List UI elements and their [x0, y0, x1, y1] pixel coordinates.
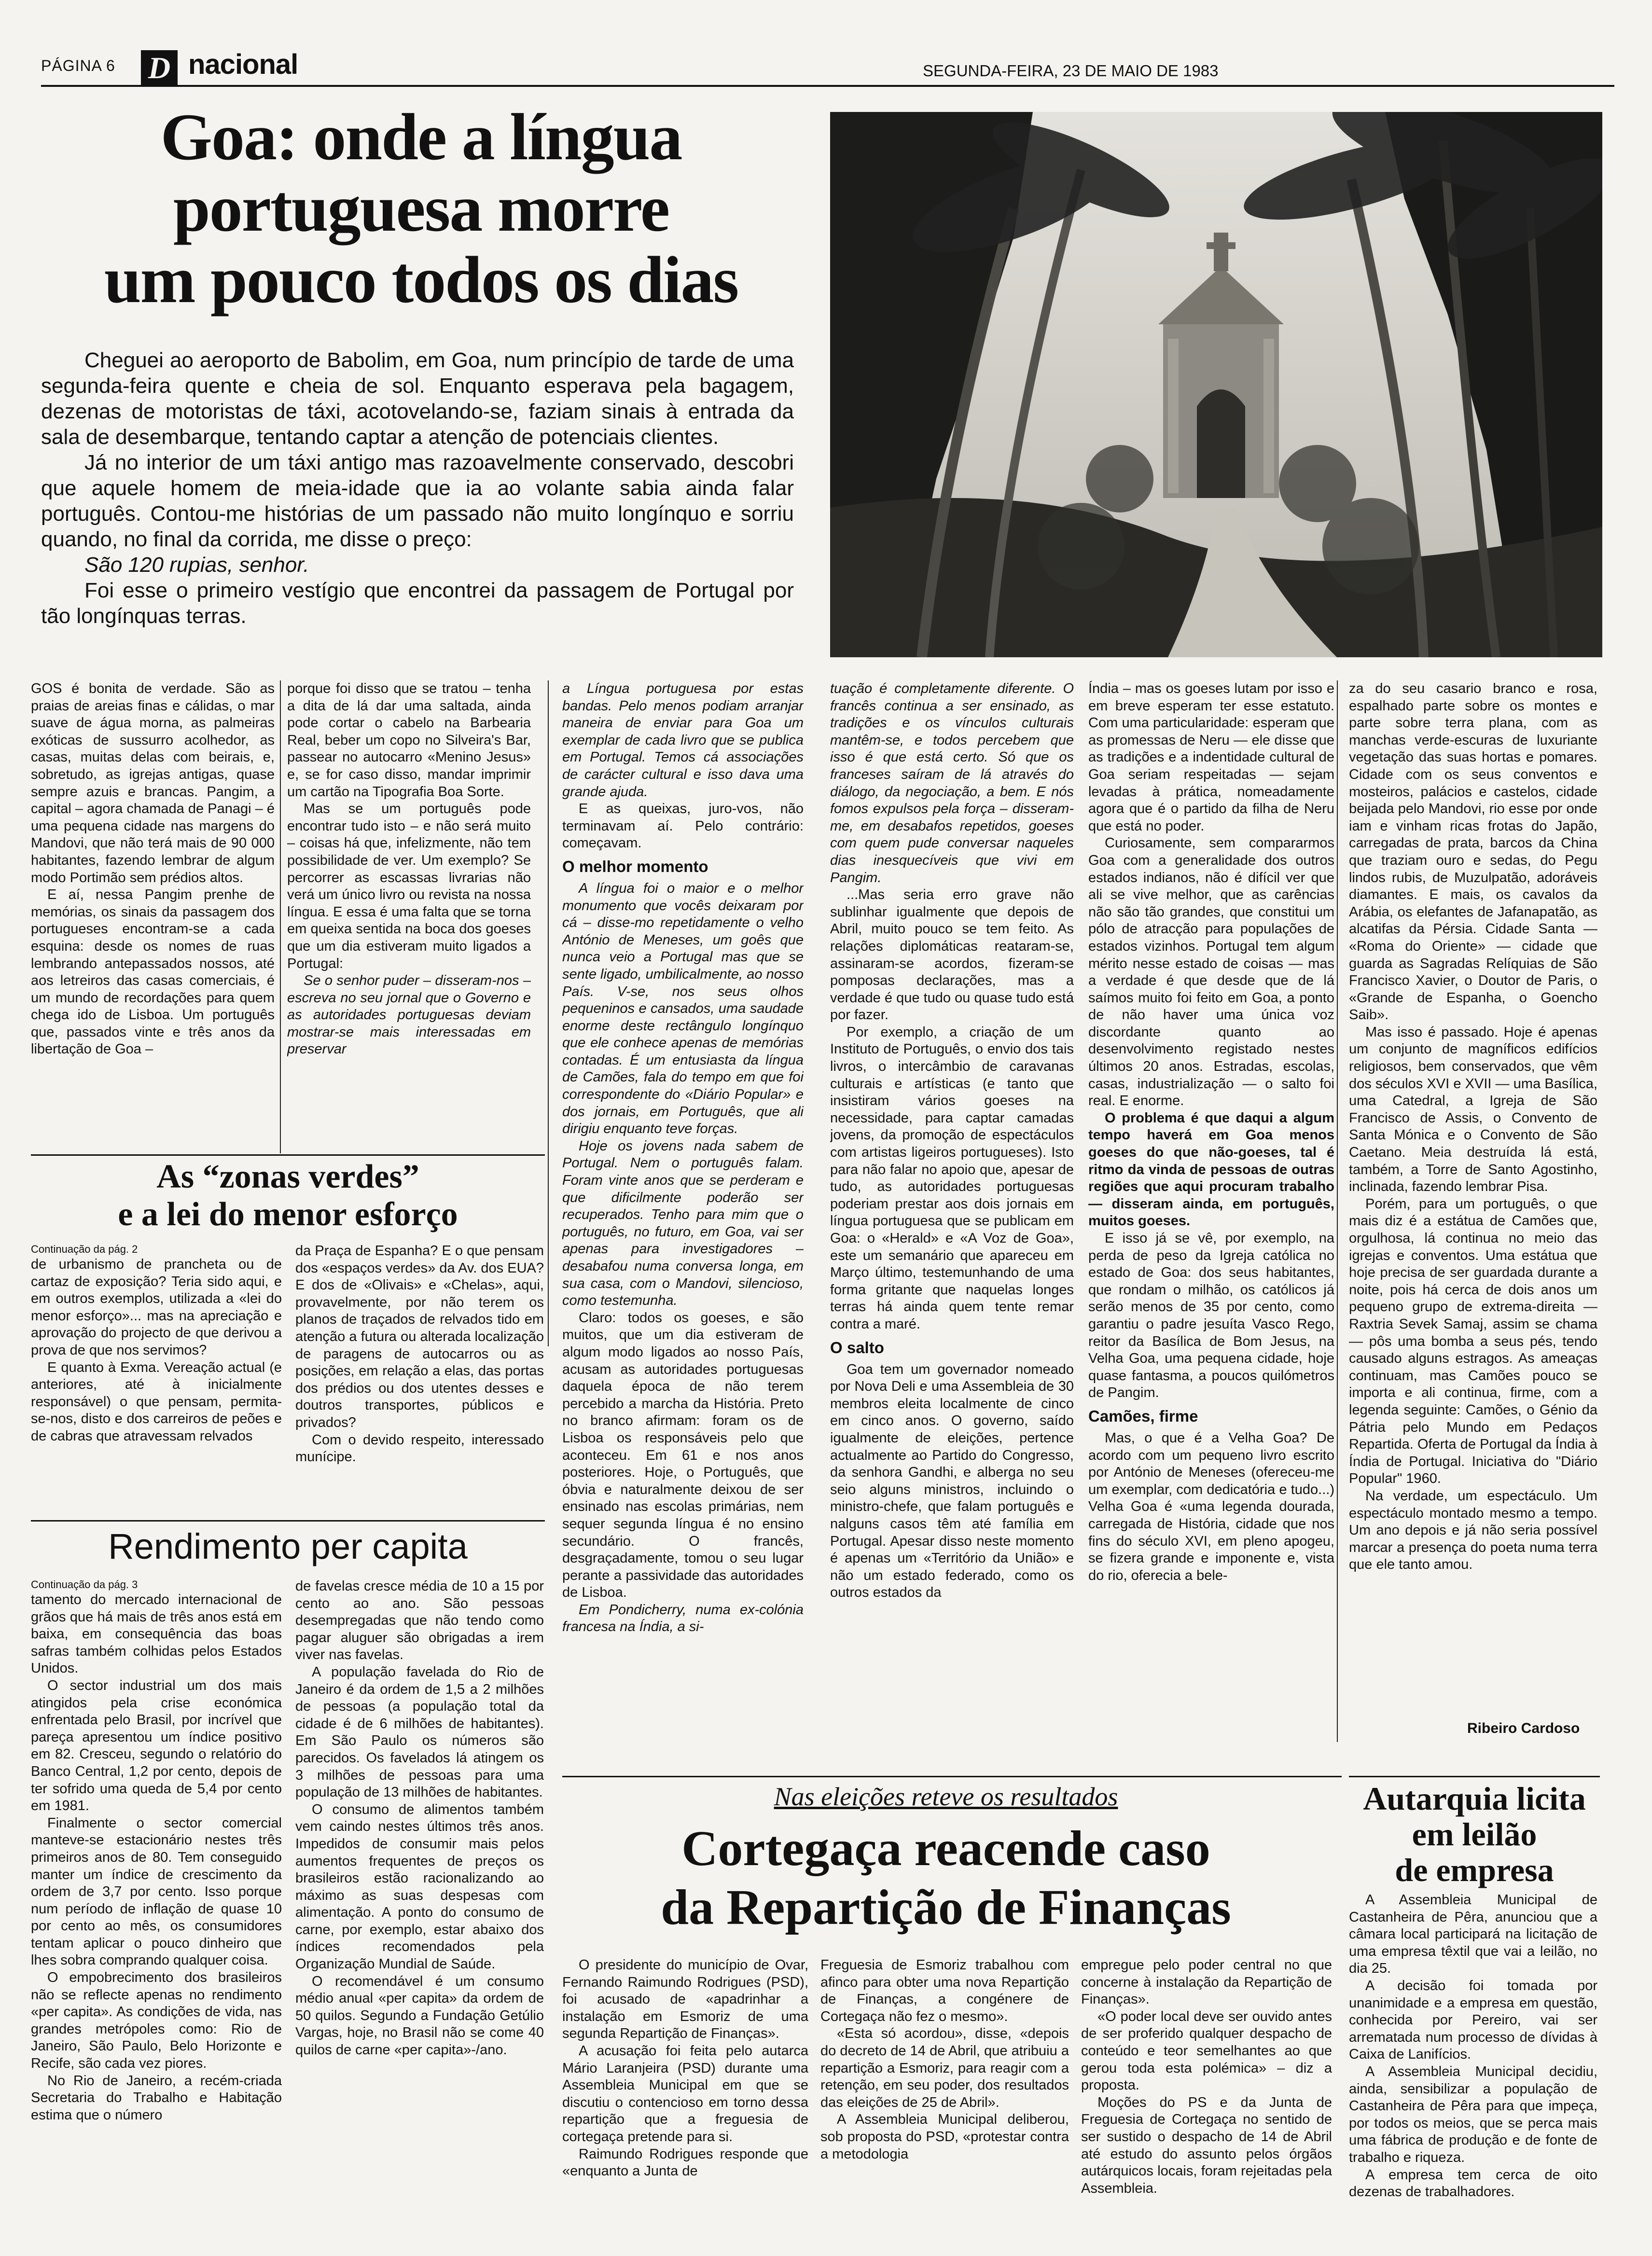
article-quote: A língua foi o maior e o melhor monumento que vocês deixaram por cá – disse-mo repetidamente o velho António de Meneses, um goês que nunca veio a Portugal mas que se sente ligado, umbilicalmente, ao nosso País. V-se, nos seus olhos pequeninos e cansados, uma saudade enorme deste rectângulo longínquo que ele conhece apenas de memórias contadas. É um entusiasta da língua de Camões, fala do tempo em que foi correspondente do «Diário Popular» e dos jornais, em Português, que ali dirigiu enquanto teve forças.	[562, 880, 804, 1137]
autarquia-body	[1349, 1892, 1597, 2249]
column-rule	[280, 680, 281, 1153]
zonas-verdes-headline	[31, 1158, 545, 1233]
article-paragraph: «Esta só acordou», disse, «depois do decreto de 14 de Abril, que atribuiu a repartição a Esmoriz, para reagir com a retenção, em seu poder, dos resultados das eleições de 25 de Abril».	[820, 2026, 1069, 2110]
article-quote: a Língua portuguesa por estas bandas. Pelo menos podiam arranjar maneira de enviar para Goa um exemplar de cada livro que se publica em Portugal. Temos cá associações de carácter cultural e isso dava uma grande ajuda.	[562, 681, 804, 800]
lede-paragraph: Cheguei ao aeroporto de Babolim, em Goa, num princípio de tarde de uma segunda-feira quente e cheia de sol. Enquanto esperava pela bagagem, dezenas de motoristas de táxi, acotovelando-se, faziam sinais à entrada da sala de desembarque, tentando captar a atenção de potenciais clientes.	[41, 348, 794, 449]
church-ruin-palms-icon	[830, 112, 1602, 657]
article-paragraph: Mas se um português pode encontrar tudo isto – e não será muito – coisas há que, infelizmente, não tem possibilidade de ver. Um exemplo? Se percorrer as escassas livrarias não verá um único livro ou revista na nossa língua. E essa é uma falta que se torna em queixa sentida na boca dos goeses que um dia estiveram muito ligados a Portugal:	[287, 801, 531, 971]
article-paragraph: O sector industrial um dos mais atingidos pela crise económica enfrentada pelo Brasil, por incrível que pareça apresentou um índice positivo em 82. Cresceu, segundo o relatório do Banco Central, 1,2 por cento, depois de ter sofrido uma queda de 5,4 por cento em 1981.	[31, 1677, 282, 1814]
article-paragraph: A Assembleia Municipal deliberou, sob proposta do PSD, «protestar contra a metodologia	[820, 2112, 1069, 2162]
article-paragraph: Com o devido respeito, interessado munícipe.	[295, 1432, 544, 1465]
main-article-col-2	[287, 680, 531, 1153]
article-paragraph: Goa tem um governador nomeado por Nova Deli e uma Assembleia de 30 membros eleita localmente de cinco em cinco anos. O governo, saído igualmente de eleições, pertence actualmente ao Partido do Congresso, da senhora Gandhi, e alberga no seu seio alguns ministros, incluindo o ministro-chefe, que falam português e nalguns casos têm até família em Portugal. Apesar disso neste momento é apenas um «Território da União» e não um estado federado, como os outros estados da	[830, 1361, 1074, 1601]
section-rule	[31, 1154, 545, 1156]
article-paragraph: Finalmente o sector comercial manteve-se estacionário nestes três primeiros anos de 80. Tem conseguido manter um índice de crescimento da ordem de 3,7 por cento. Isso porque num período de inflação de quase 10 por cento ao mês, os consumidores tentam aplicar o pouco dinheiro que lhes sobra comprando qualquer coisa.	[31, 1815, 282, 1968]
article-paragraph: da Praça de Espanha? E o que pensam dos «espaços verdes» da Av. dos EUA? E dos de «Olivais» e «Chelas», aqui, provavelmente, por não terem os planos de traçados de relvados tido em atenção a futura ou alterada localização de paragens de autocarros ou as posições, em relação a elas, das portas dos prédios ou dos utentes desses e doutros transportes, públicos e privados?	[295, 1243, 544, 1430]
headline-line: portuguesa morre	[173, 171, 669, 245]
main-article-col-4	[830, 680, 1074, 1771]
article-paragraph: A decisão foi tomada por unanimidade e a empresa em questão, conhecida por Pereiro, vai ser arrematada num processo de dívidas à Caixa de Lanifícios.	[1349, 1978, 1597, 2062]
article-paragraph: O consumo de alimentos também vem caindo nestes últimos três anos. Impedidos de consumir mais pelos aumentos frequentes de preços os brasileiros estão racionalizando ao máximo as suas despesas com alimentação. A ponto do consumo de carne, por exemplo, estar abaixo dos índices recomendados pela Organização Mundial de Saúde.	[295, 1801, 544, 1972]
cortegaca-kicker: Nas eleições reteve os resultados	[774, 1782, 1118, 1811]
article-paragraph: E aí, nessa Pangim prenhe de memórias, os sinais da passagem dos portugueses encontram-se a cada esquina: desde os nomes de ruas lembrando antepassados nossos, até aos letreiros das casas comerciais, é um mundo de recordações para quem chega ido de Lisboa. Um português que, passados vinte e três anos da libertação de Goa –	[31, 887, 275, 1057]
article-quote: tuação é completamente diferente. O francês continua a ser ensinado, as tradições e os vínculos culturais mantêm-se, e todos percebem que isso é que está certo. Só que os franceses saíram de lá através do diálogo, da negociação, a bem. E nós fomos expulsos pela força – disseram-me, em desabafos repetidos, goeses com quem pude conversar naqueles dias inesquecíveis que vivi em Pangim.	[830, 681, 1074, 886]
page-label: PÁGINA 6	[41, 57, 115, 74]
lede-paragraph: Já no interior de um táxi antigo mas razoavelmente conservado, descobri que aquele homem de meia-idade que ia ao volante sabia ainda falar português. Contou-me histórias de um passado não muito longínquo e sorriu quando, no final da corrida, me disse o preço:	[41, 451, 794, 551]
article-paragraph: empregue pelo poder central no que concerne à instalação da Repartição de Finanças».	[1081, 1957, 1332, 2007]
article-quote: Hoje os jovens nada sabem de Portugal. Nem o português falam. Foram vinte anos que se perderam e que dificilmente poderão ser recuperados. Tenho para mim que o português, no futuro, em Goa, vai ser apenas para investigadores – desabafou numa conversa longa, em sua casa, com o Mandovi, silencioso, como testemunha.	[562, 1138, 804, 1309]
autarquia-headline	[1349, 1781, 1600, 1888]
continuation-note: Continuação da pág. 2	[31, 1243, 138, 1255]
article-paragraph: tamento do mercado internacional de grãos que há mais de três anos está em baixa, em consequência das boas safras também colhidas pelos Estados Unidos.	[31, 1592, 282, 1676]
rendimento-col-2	[295, 1578, 544, 2244]
article-paragraph: za do seu casario branco e rosa, espalhado parte sobre os montes e parte sobre terra plana, com as manchas verde-escuras de luxuriante vegetação das suas hortas e pomares. Cidade com os seus conventos e mosteiros, palácios e castelos, cidade beijada pelo Mandovi, rio esse por onde iam e vinham ricas frotas do Japão, carregadas de prata, barcos da China que traziam ouro e sedas, do Pegu lindos rubis, de Muzulpatão, adoráveis diamantes. E mais, os cavalos da Arábia, os elefantes de Jafanapatão, as alcatifas da Pérsia. Cidade Santa — «Roma do Oriente» — cidade que guarda as Sagradas Relíquias de São Francisco Xavier, o Doutor de Paris, o «Grande de Espanha, o Goencho Saib».	[1349, 681, 1597, 1023]
section-rule	[1349, 1776, 1600, 1777]
article-paragraph: O recomendável é um consumo médio anual «per capita» da ordem de 50 quilos. Segundo a Fundação Getúlio Vargas, hoje, no Brasil não se come 40 quilos de carne «per capita»-/ano.	[295, 1973, 544, 2058]
article-paragraph: A população favelada do Rio de Janeiro é da ordem de 1,5 a 2 milhões de pessoas (a população total da cidade é de 6 milhões de habitantes). Em São Paulo os números são parecidos. Os favelados lá atingem os 3 milhões de pessoas para uma população de 13 milhões de habitantes.	[295, 1664, 544, 1800]
zonas-verdes-col-2	[295, 1243, 544, 1527]
article-quote: Em Pondicherry, numa ex-colónia francesa na Índia, a si-	[562, 1602, 804, 1635]
article-paragraph: A empresa tem cerca de oito dezenas de trabalhadores.	[1349, 2167, 1597, 2200]
dn-logo-icon	[140, 48, 179, 87]
byline: Ribeiro Cardoso	[1467, 1720, 1580, 1736]
headline-line: um pouco todos os dias	[104, 243, 738, 317]
article-paragraph: de urbanismo de prancheta ou de cartaz de exposição? Teria sido aqui, e em outros exemplos, utilizada a «lei do menor esforço»... mas na apreciação e aprovação do projecto de que derivou a prova de que nos servimos?	[31, 1257, 282, 1358]
svg-text:D: D	[148, 51, 171, 85]
article-paragraph: Índia – mas os goeses lutam por isso e em breve esperam ter esse estatuto. Com uma particularidade: esperam que as promessas de Neru — ele disse que as tradições e a indentidade cultural de Goa seriam respeitadas — sejam levadas à prática, nomeadamente agora que é o partido da filha de Neru que está no poder.	[1088, 681, 1334, 834]
headline-line: e a lei do menor esforço	[118, 1196, 458, 1233]
article-paragraph: Na verdade, um espectáculo. Um espectáculo montado mesmo a tempo. Um ano depois e já não seria possível marcar a presença do poeta numa terra que ele tanto amou.	[1349, 1488, 1597, 1573]
article-paragraph: Porém, para um português, o que mais diz é a estátua de Camões que, orgulhosa, lá continua no meio das igrejas e conventos. Uma estátua que hoje precisa de ser guardada durante a noite, pois há cerca de dois anos um pequeno grupo de extrema-direita — Raxtria Sevek Samaj, assim se chama — pôs uma bomba a seus pés, tendo causado alguns estragos. As ameaças continuam, mas Camões pouco se importa e ali continua, firme, com a legenda seguinte: Camões, o Génio da Pátria pelo Mundo em Pedaços Repartida. Oferta de Portugal da Índia à Índia de Portugal. Iniciativa do "Diário Popular" 1960.	[1349, 1196, 1597, 1487]
masthead-rule	[41, 85, 1614, 87]
article-paragraph: porque foi disso que se tratou – tenha a dita de lá dar uma saltada, ainda pode cortar o cabelo na Barbearia Real, beber um copo no Silveira's Bar, passear no autocarro «Menino Jesus» e, se for caso disso, mandar imprimir um cartão na Tipografia Boa Sorte.	[287, 681, 531, 800]
article-paragraph: No Rio de Janeiro, a recém-criada Secretaria do Trabalho e Habitação estima que o número	[31, 2073, 282, 2123]
zonas-verdes-col-1	[31, 1243, 282, 1527]
article-paragraph: O presidente do município de Ovar, Fernando Raimundo Rodrigues (PSD), foi acusado de «apadrinhar a instalação em Esmoriz de uma segunda Repartição de Finanças».	[562, 1957, 808, 2042]
rendimento-headline: Rendimento per capita	[108, 1526, 468, 1566]
column-rule	[548, 680, 549, 1346]
article-paragraph: E as queixas, juro-vos, não terminavam aí. Pelo contrário: começavam.	[562, 801, 804, 851]
lede	[41, 347, 794, 629]
article-paragraph: E isso já se vê, por exemplo, na perda de peso da Igreja católica no estado de Goa: dos seus habitantes, que rondam o milhão, os católicos já serão menos de 35 por cento, como garantiu o padre jesuíta Vasco Rego, reitor da Basílica de Bom Jesus, na Velha Goa, uma pequena cidade, hoje quase fantasma, a poucos quilómetros de Pangim.	[1088, 1231, 1334, 1401]
article-paragraph: Mas, o que é a Velha Goa? De acordo com um pequeno livro escrito por António de Meneses (ofereceu-me um exemplar, com dedicatória e tudo...) Velha Goa é «uma legenda dourada, carregada de História, cidade que nos fins do século XVI, em pleno apogeu, se fizera grande e imponente e, vista do rio, oferecia a bele-	[1088, 1430, 1334, 1583]
headline-line: Autarquia licita	[1363, 1780, 1586, 1817]
main-article-col-5	[1088, 680, 1334, 1771]
article-paragraph: Freguesia de Esmoriz trabalhou com afinco para obter uma nova Repartição de Finanças, a congénere de Cortegaça não fez o mesmo».	[820, 1957, 1069, 2024]
article-paragraph: de favelas cresce média de 10 a 15 por cento ao ano. São pessoas desempregadas que não tendo como pagar aluguer são obrigadas a irem viver nas favelas.	[295, 1578, 544, 1663]
article-paragraph: Mas isso é passado. Hoje é apenas um conjunto de magníficos edifícios religiosos, bem conservados, que vêm dos séculos XVI e XVII — uma Basílica, uma Catedral, a Igreja de São Francisco de Assis, o Convento de Santa Mónica e o Convento de São Caetano. Meia destruída lá está, também, a Torre de Santo Agostinho, inclinada, fazendo lembrar Pisa.	[1349, 1024, 1597, 1195]
article-paragraph: A acusação foi feita pelo autarca Mário Laranjeira (PSD) durante uma Assembleia Municipal em que se discutiu o contencioso em torno dessa repartição que a freguesia de cortegaça pretende para si.	[562, 2043, 808, 2145]
section-rule	[31, 1520, 545, 1522]
headline-line: As “zonas verdes”	[156, 1158, 419, 1195]
article-paragraph: E quanto à Exma. Vereação actual (e anteriores, até à inicialmente responsável) o que pensam, permita-se-nos, disto e dos carreiros de peões e de cabras que atravessam relvados	[31, 1359, 282, 1444]
article-paragraph: «O poder local deve ser ouvido antes de ser proferido qualquer despacho de conteúdo e teor semelhantes ao que gerou toda esta polémica» – diz a proposta.	[1081, 2008, 1332, 2093]
article-paragraph: GOS é bonita de verdade. São as praias de areias finas e cálidas, o mar suave de água morna, as palmeiras exóticas de sussurro acolhedor, as casas, muitas delas com beirais, e, sobretudo, as igrejas antigas, quase sempre azuis e brancas. Pangim, a capital – agora chamada de Panagi – é uma pequena cidade nas margens do Mandovi, que não terá mais de 90 000 habitantes, fazendo lembrar de algum modo Portimão sem prédios altos.	[31, 681, 275, 886]
page-date: SEGUNDA-FEIRA, 23 DE MAIO DE 1983	[923, 62, 1219, 80]
lede-quote: São 120 rupias, senhor.	[84, 553, 309, 577]
article-paragraph: ...Mas seria erro grave não sublinhar igualmente que depois de Abril, muito pouco se tem feito. As relações diplomáticas reataram-se, assinaram-se acordos, fizeram-se pomposas declarações, mas a verdade é que tudo ou quase tudo está por fazer.	[830, 887, 1074, 1023]
main-article-col-1	[31, 680, 275, 1153]
continuation-note: Continuação da pág. 3	[31, 1578, 138, 1591]
article-paragraph: A Assembleia Municipal decidiu, ainda, sensibilizar a população de Castanheira de Pêra para que impeça, por todos os meios, que se perca mais uma fábrica de produção e de fonte de trabalho e riqueza.	[1349, 2063, 1597, 2165]
article-paragraph: Raimundo Rodrigues responde que «enquanto a Junta de	[562, 2146, 808, 2179]
article-paragraph: O problema é que daqui a algum tempo haverá em Goa menos goeses do que não-goeses, tal é ritmo da vinda de pessoas de outras regiões que aqui procuram trabalho — disseram ainda, em português, muitos goeses.	[1088, 1110, 1334, 1229]
dn-logo	[140, 48, 179, 87]
section-title: nacional	[188, 49, 298, 80]
headline-line: da Repartição de Finanças	[661, 1880, 1231, 1935]
main-article-col-3	[562, 680, 804, 1771]
headline-line: de empresa	[1395, 1852, 1554, 1888]
headline-line: Goa: onde a língua	[160, 100, 682, 174]
main-headline	[41, 101, 801, 316]
column-rule	[1337, 680, 1338, 1742]
cortegaca-col-3	[1081, 1957, 1332, 2246]
article-paragraph: O empobrecimento dos brasileiros não se reflecte apenas no rendimento «per capita». As condições de vida, nas grandes metrópoles como: Rio de Janeiro, São Paulo, Belo Horizonte e Recife, são cada vez piores.	[31, 1970, 282, 2072]
headline-line: em leilão	[1412, 1816, 1537, 1853]
cortegaca-headline	[562, 1819, 1330, 1937]
article-paragraph: Por exemplo, a criação de um Instituto de Português, o envio dos tais livros, o intercâmbio de caravanas culturais e artísticas (e tanto que insistiram vários goeses na necessidade, para captar camadas jovens, da promoção de espectáculos com artistas ligeiros portugueses). Isto para não falar no apoio que, apesar de tudo, as autoridades portuguesas poderiam prestar aos dois jornais em língua portuguesa que se publicam em Goa: o «Herald» e «A Voz de Goa», este um semanário que apareceu em Março último, testemunhando de uma forma gritante que naquelas longes terras há ainda quem tente remar contra a maré.	[830, 1024, 1074, 1332]
section-rule	[562, 1776, 1342, 1777]
rendimento-col-1	[31, 1578, 282, 2244]
article-paragraph: Claro: todos os goeses, e são muitos, que um dia estiveram de algum modo ligados ao nosso País, acusam as autoridades portuguesas daquela época de não terem percebido a marcha da História. Preto no branco afirmam: foram os de Lisboa os responsáveis pelo que aconteceu. Em 61 e nos anos posteriores. Hoje, o Português, que óbvia e naturalmente deixou de ser ensinado nas escolas primárias, nem sequer segunda língua é no ensino secundário. O francês, desgraçadamente, tomou o seu lugar perante a passividade das autoridades de Lisboa.	[562, 1310, 804, 1601]
cortegaca-col-2	[820, 1957, 1069, 2246]
headline-line: Cortegaça reacende caso	[681, 1821, 1210, 1876]
subhead-salto: O salto	[830, 1338, 884, 1356]
cortegaca-col-1	[562, 1957, 808, 2246]
lede-paragraph: Foi esse o primeiro vestígio que encontrei da passagem de Portugal por tão longínquas terras.	[41, 579, 794, 628]
main-article-col-6	[1349, 680, 1597, 1708]
article-paragraph: A Assembleia Municipal de Castanheira de Pêra, anunciou que a câmara local participará na licitação de uma empresa têxtil que vai a leilão, no dia 25.	[1349, 1892, 1597, 1977]
goa-church-photo	[830, 112, 1602, 657]
article-quote: Se o senhor puder – disseram-nos – escreva no seu jornal que o Governo e as autoridades portuguesas deviam mostrar-se mais interessadas em preservar	[287, 973, 531, 1057]
article-paragraph: Moções do PS e da Junta de Freguesia de Cortegaça no sentido de ser sustido o despacho de 14 de Abril até estudo do assunto pelos órgãos autárquicos locais, foram rejeitadas pela Assembleia.	[1081, 2094, 1332, 2196]
article-paragraph: Curiosamente, sem compararmos Goa com a generalidade dos outros estados indianos, não é difícil ver que ali se vive melhor, que as carências não são tão grandes, que constitui um pólo de atracção para populações de estados vizinhos. Portugal tem algum mérito nesse estado de coisas — mas a verdade é que desde que de lá saímos muito foi feito em Goa, a ponto de não haver uma única voz discordante quanto ao desenvolvimento registado nestes últimos 20 anos. Estradas, escolas, casas, industrialização — o salto foi real. E enorme.	[1088, 835, 1334, 1109]
subhead-camoes-firme: Camões, firme	[1088, 1407, 1198, 1425]
subhead-melhor-momento: O melhor momento	[562, 857, 708, 875]
